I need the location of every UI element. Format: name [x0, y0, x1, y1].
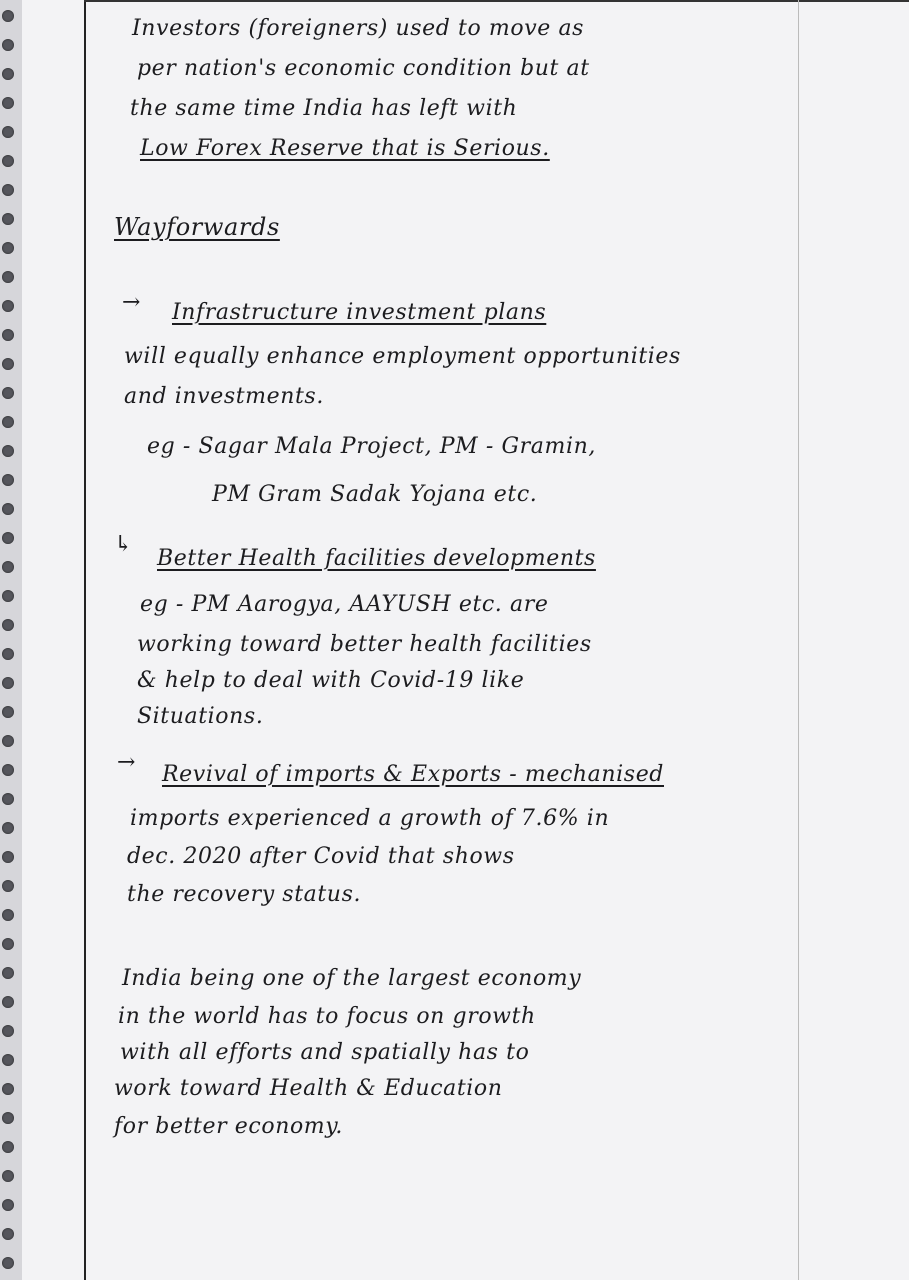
point2-line-2: eg - PM Aarogya, AAYUSH etc. are [140, 592, 549, 617]
binding-hole [2, 445, 14, 457]
spiral-binding [0, 0, 22, 1280]
point3-line-1: Revival of imports & Exports - mechanised [162, 762, 664, 787]
binding-hole [2, 213, 14, 225]
wayforwards-heading: Wayforwards [114, 213, 280, 241]
right-rule [798, 0, 799, 1280]
conclusion-line-2: in the world has to focus on growth [118, 1004, 536, 1029]
binding-hole [2, 387, 14, 399]
intro-line-4: Low Forex Reserve that is Serious. [140, 136, 550, 161]
binding-hole [2, 1257, 14, 1269]
intro-line-3: the same time India has left with [130, 96, 518, 121]
binding-hole [2, 561, 14, 573]
binding-hole [2, 1025, 14, 1037]
binding-hole [2, 503, 14, 515]
binding-hole [2, 619, 14, 631]
conclusion-line-5: for better economy. [114, 1114, 343, 1139]
binding-hole [2, 677, 14, 689]
arrow-icon: ↳ [114, 532, 134, 557]
binding-hole [2, 822, 14, 834]
binding-hole [2, 10, 14, 22]
binding-hole [2, 242, 14, 254]
binding-hole [2, 1112, 14, 1124]
point1-line-1: Infrastructure investment plans [172, 300, 547, 325]
binding-hole [2, 532, 14, 544]
binding-hole [2, 416, 14, 428]
binding-hole [2, 184, 14, 196]
binding-hole [2, 68, 14, 80]
binding-hole [2, 996, 14, 1008]
point1-line-4: eg - Sagar Mala Project, PM - Gramin, [147, 434, 596, 459]
binding-hole [2, 300, 14, 312]
point1-line-3: and investments. [124, 384, 324, 409]
binding-hole [2, 706, 14, 718]
binding-hole [2, 735, 14, 747]
binding-hole [2, 851, 14, 863]
binding-hole [2, 1199, 14, 1211]
binding-hole [2, 764, 14, 776]
conclusion-line-3: with all efforts and spatially has to [120, 1040, 530, 1065]
arrow-icon: → [117, 750, 137, 775]
binding-hole [2, 329, 14, 341]
binding-hole [2, 97, 14, 109]
intro-line-2: per nation's economic condition but at [137, 56, 590, 81]
point2-line-5: Situations. [137, 704, 264, 729]
point2-line-1: Better Health facilities developments [157, 546, 596, 571]
margin-line [84, 0, 86, 1280]
conclusion-line-1: India being one of the largest economy [122, 966, 582, 991]
binding-hole [2, 1170, 14, 1182]
binding-hole [2, 126, 14, 138]
point3-line-2: imports experienced a growth of 7.6% in [130, 806, 610, 831]
point2-line-4: & help to deal with Covid-19 like [137, 668, 525, 693]
binding-hole [2, 358, 14, 370]
binding-hole [2, 938, 14, 950]
point3-line-4: the recovery status. [127, 882, 362, 907]
binding-hole [2, 648, 14, 660]
point1-line-5: PM Gram Sadak Yojana etc. [212, 482, 538, 507]
conclusion-line-4: work toward Health & Education [114, 1076, 503, 1101]
notebook-page [22, 0, 909, 1280]
top-rule [84, 0, 909, 2]
binding-hole [2, 271, 14, 283]
binding-hole [2, 1228, 14, 1240]
binding-hole [2, 39, 14, 51]
binding-hole [2, 1083, 14, 1095]
binding-hole [2, 1054, 14, 1066]
binding-hole [2, 474, 14, 486]
binding-hole [2, 909, 14, 921]
binding-hole [2, 880, 14, 892]
point2-line-3: working toward better health facilities [137, 632, 592, 657]
point1-line-2: will equally enhance employment opportunities [124, 344, 681, 369]
binding-hole [2, 1141, 14, 1153]
binding-hole [2, 967, 14, 979]
point3-line-3: dec. 2020 after Covid that shows [127, 844, 515, 869]
binding-hole [2, 590, 14, 602]
intro-line-1: Investors (foreigners) used to move as [132, 16, 585, 41]
arrow-icon: → [122, 290, 142, 315]
binding-hole [2, 793, 14, 805]
binding-hole [2, 155, 14, 167]
